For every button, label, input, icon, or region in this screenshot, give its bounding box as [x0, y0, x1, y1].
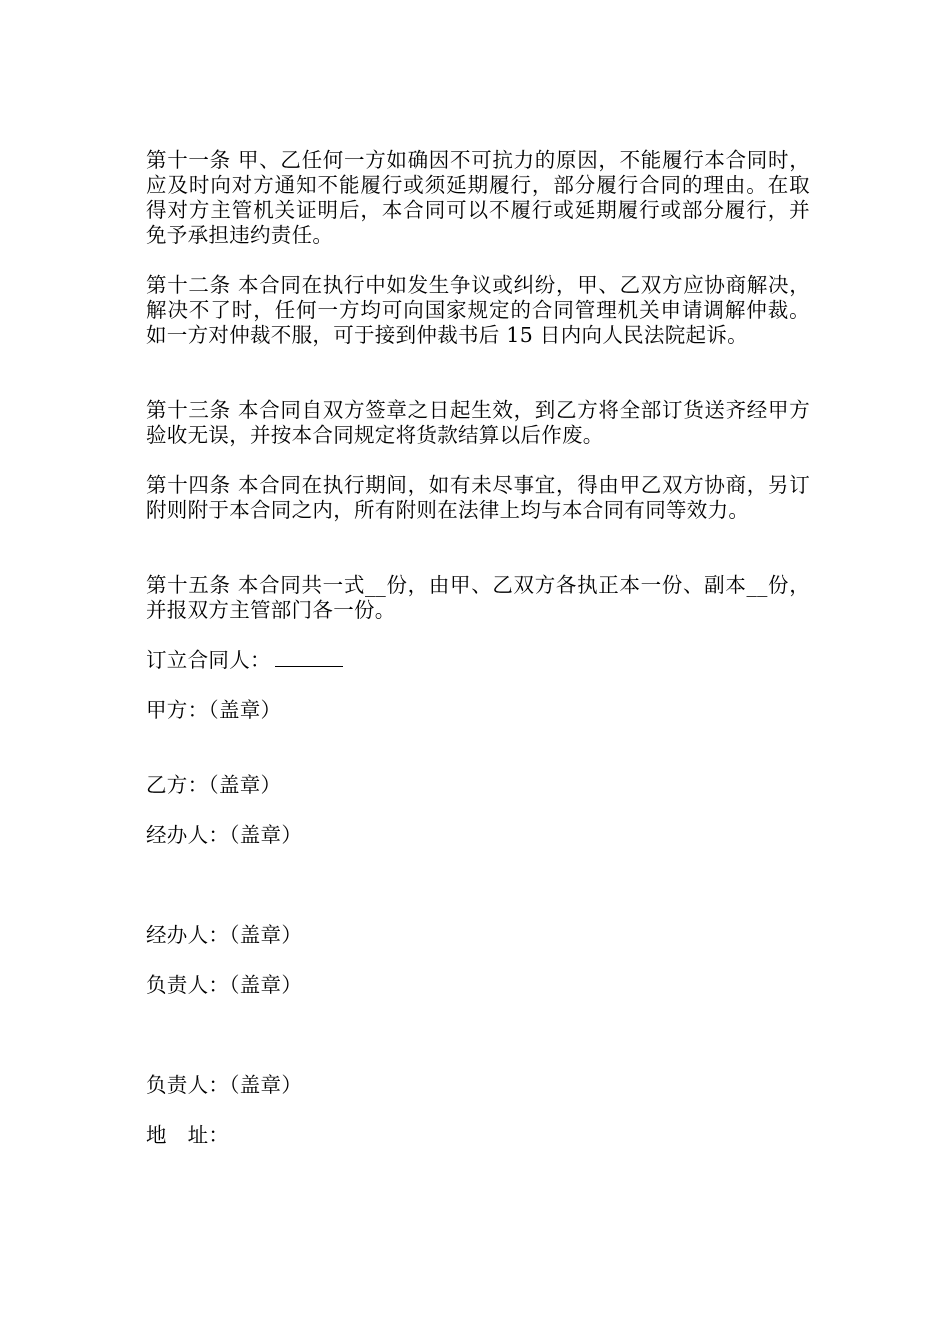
clause-14: 第十四条 本合同在执行期间，如有未尽事宜，得由甲乙双方协商，另订附则附于本合同之内，所有附则在法律上均与本合同有同等效力。	[146, 473, 810, 522]
clause-11: 第十一条 甲、乙任何一方如确因不可抗力的原因，不能履行本合同时，应及时向对方通知不能履行或须延期履行，部分履行合同的理由。在取得对方主管机关证明后，本合同可以不履行或延期履行或部分履行，并免予承担违约责任。	[146, 148, 810, 247]
clause-15: 第十五条 本合同共一式__份，由甲、乙双方各执正本一份、副本__份，并报双方主管部门各一份。	[146, 573, 810, 622]
responsible-signature-1: 负责人：（盖章）	[146, 973, 303, 997]
agent-signature-2: 经办人：（盖章）	[146, 923, 303, 947]
responsible-signature-2: 负责人：（盖章）	[146, 1073, 303, 1097]
clause-12: 第十二条 本合同在执行中如发生争议或纠纷，甲、乙双方应协商解决，解决不了时，任何一方均可向国家规定的合同管理机关申请调解仲裁。如一方对仲裁不服，可于接到仲裁书后 15 日内向人民法院起诉。	[146, 273, 810, 347]
address-line: 地 址：	[146, 1123, 230, 1147]
contractor-blank	[275, 648, 343, 667]
clause-13: 第十三条 本合同自双方签章之日起生效，到乙方将全部订货送齐经甲方验收无误，并按本合同规定将货款结算以后作废。	[146, 398, 810, 447]
party-b-signature: 乙方：（盖章）	[146, 773, 282, 797]
agent-signature-1: 经办人：（盖章）	[146, 823, 303, 847]
contractor-line	[146, 648, 343, 673]
contractor-label: 订立合同人：	[146, 648, 271, 672]
party-a-signature: 甲方：（盖章）	[146, 698, 282, 722]
